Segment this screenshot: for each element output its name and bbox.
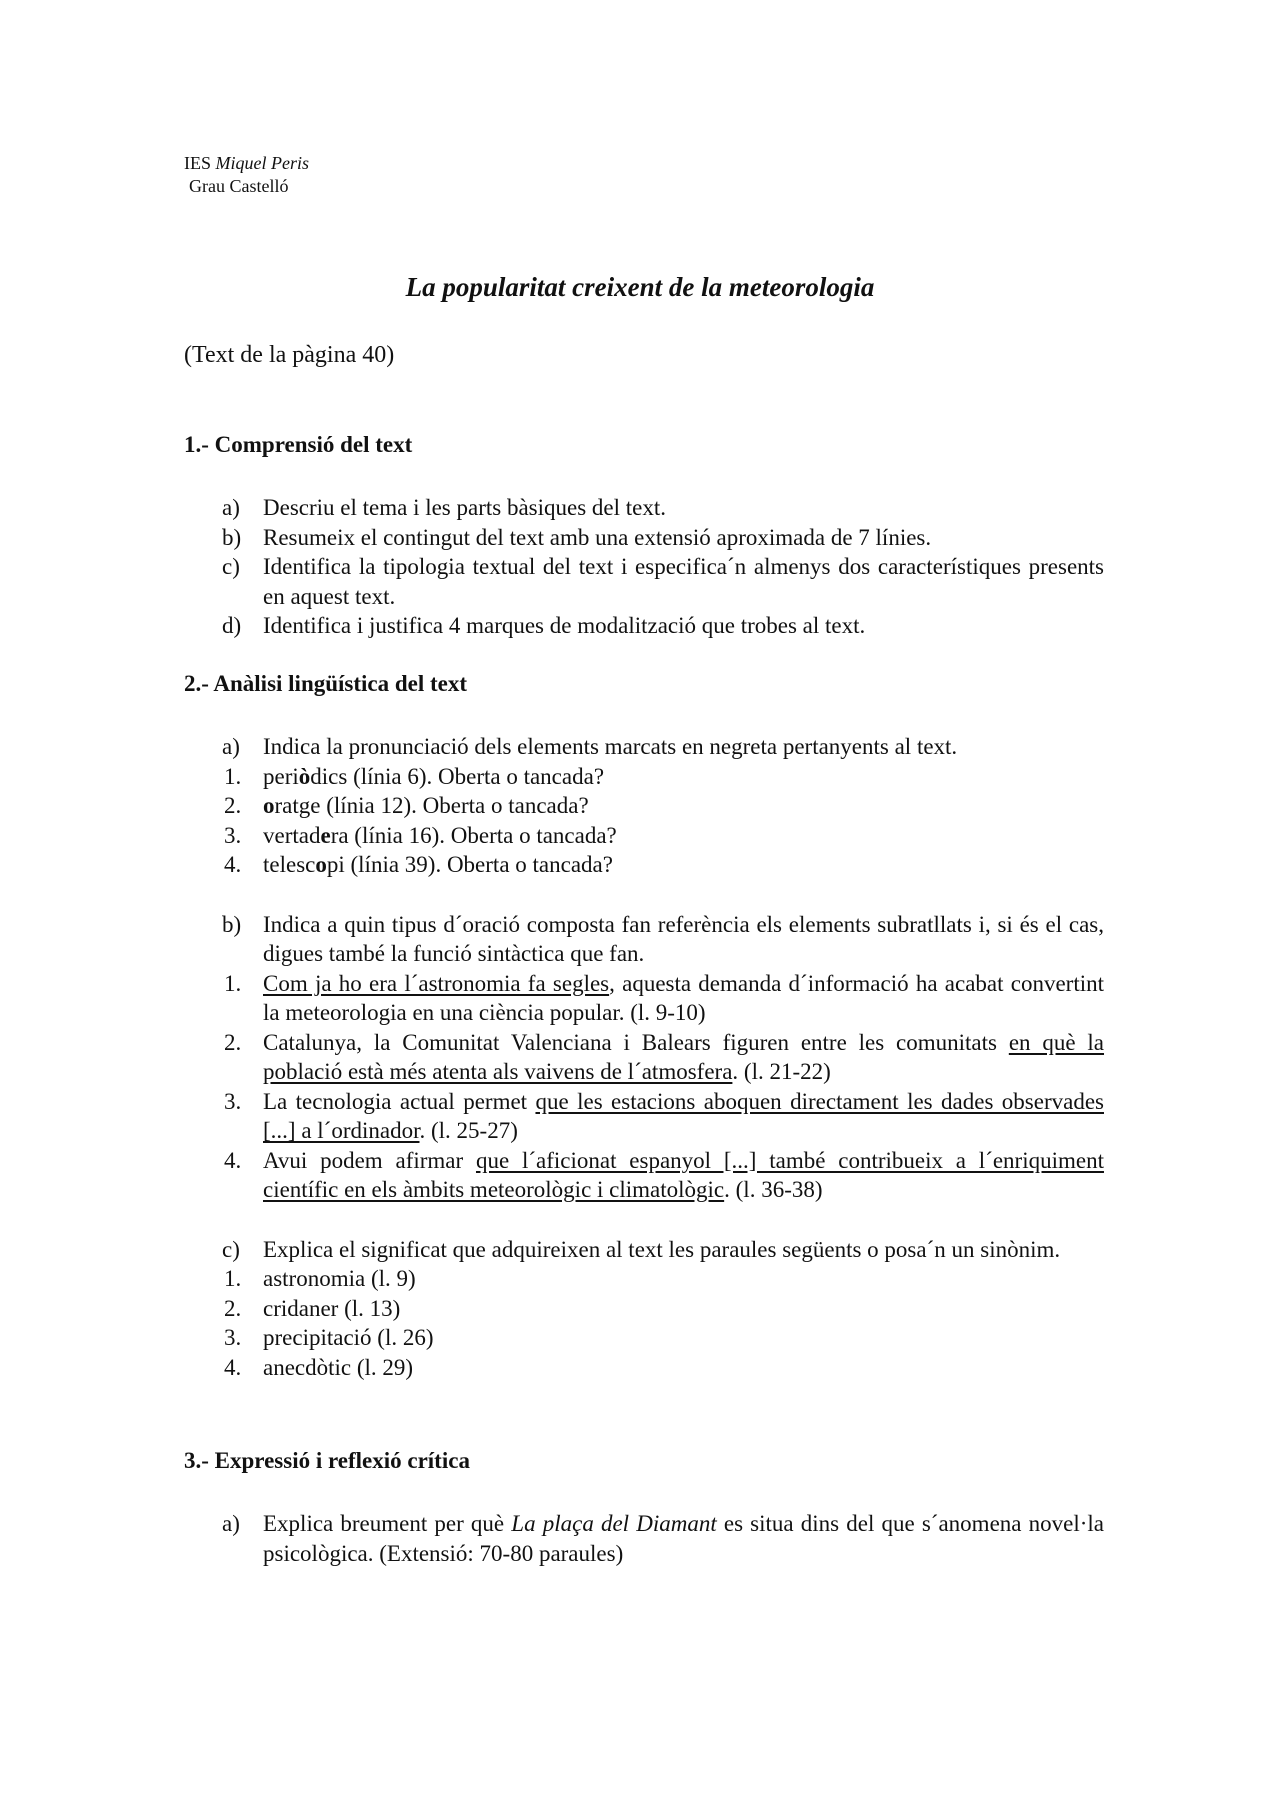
item-text: Resumeix el contingut del text amb una extensió aproximada de 7 línies. — [263, 524, 932, 550]
list-item: 1. Com ja ho era l´astronomia fa segles, aquesta demanda d´informació ha acabat convertint la meteorologia en una ciència popular. (l. 9-10) — [224, 970, 1104, 1025]
list-item — [184, 1294, 1104, 1324]
list-item: 1. periòdics (línia 6). Oberta o tancada? — [184, 762, 1104, 792]
underlined-element: que les estacions aboquen directament les dades observades [...] a l´ordinador — [263, 1088, 1104, 1143]
list-item — [184, 1323, 1104, 1353]
item-text: precipitació (l. 26) — [263, 1325, 434, 1350]
item-marker: 2. — [224, 1295, 242, 1321]
underlined-element: Com ja ho era l´astronomia fa segles — [263, 970, 610, 996]
item-marker: 1. — [224, 1266, 242, 1291]
list-item — [184, 493, 1104, 523]
item-text: Identifica i justifica 4 marques de modalització que trobes al text. — [263, 613, 866, 638]
list-item: 4. telescopi (línia 39). Oberta o tancada? — [184, 850, 1104, 880]
item-marker: c) — [222, 1236, 240, 1262]
document-subtitle: (Text de la pàgina 40) — [184, 342, 395, 368]
bold-vowel: o — [263, 793, 275, 818]
question-a — [184, 732, 1104, 762]
item-marker: 1. — [224, 763, 242, 789]
critical-reflection-list — [184, 1509, 1104, 1568]
item-text: Identifica la tipologia textual del text i especifica´n almenys dos característiques presents en aquest text. — [263, 554, 1104, 609]
item-text: anecdòtic (l. 29) — [263, 1354, 414, 1380]
item-text: astronomia (l. 9) — [263, 1266, 416, 1291]
item-text: cridaner (l. 13) — [263, 1295, 401, 1321]
item-marker: 1. — [224, 970, 242, 996]
list-item: 4. Avui podem afirmar que l´aficionat espanyol [...] també contribueix a l´enriquiment científic en els àmbits meteorològic i climatològic. (l. 36-38) — [224, 1147, 1104, 1202]
list-item — [184, 552, 1104, 611]
list-item: 2. oratge (línia 12). Oberta o tancada? — [184, 791, 1104, 821]
bold-vowel: e — [320, 822, 331, 848]
list-item — [184, 1353, 1104, 1383]
section-heading-linguistic-analysis: 2.- Anàlisi lingüística del text — [184, 671, 468, 696]
school-name-italic: Miquel Peris — [215, 153, 309, 173]
school-header — [184, 152, 309, 198]
linguistic-analysis-list — [184, 732, 1104, 1382]
item-text: Indica a quin tipus d´oració composta fan referència els elements subratllats i, si és el cas, digues també la funció sintàctica que fan. — [263, 911, 1104, 966]
item-text: Indica la pronunciació dels elements marcats en negreta pertanyents al text. — [263, 734, 958, 759]
item-marker: a) — [222, 1511, 240, 1536]
bold-vowel: ò — [298, 763, 311, 789]
spacer — [184, 880, 1104, 910]
list-item: 3. La tecnologia actual permet que les estacions aboquen directament les dades observades [...] a l´ordinador. (l. 25-27) — [224, 1088, 1104, 1143]
book-title: La plaça del Diamant — [511, 1511, 717, 1536]
school-name: IES Miquel Peris — [184, 153, 309, 173]
item-marker: d) — [222, 613, 242, 638]
document-title: La popularitat creixent de la meteorologia — [405, 272, 875, 302]
item-marker: 4. — [224, 852, 242, 877]
item-marker: a) — [222, 734, 240, 759]
list-item — [184, 523, 1104, 553]
comprehension-question-list — [184, 493, 1104, 641]
item-marker: 4. — [224, 1354, 242, 1380]
bold-vowel: o — [315, 852, 327, 877]
section-heading-critical-reflection: 3.- Expressió i reflexió crítica — [184, 1448, 470, 1473]
question-c — [184, 1235, 1104, 1265]
item-marker: a) — [222, 495, 240, 520]
list-item: 3. vertadera (línia 16). Oberta o tancada? — [184, 821, 1104, 851]
underlined-element: que l´aficionat espanyol [...] també contribueix a l´enriquiment científic en els àmbits meteorològic i climatològic — [263, 1147, 1104, 1202]
item-marker: c) — [222, 554, 240, 579]
item-marker: 3. — [224, 1088, 242, 1114]
school-location: Grau Castelló — [189, 176, 289, 196]
question-b — [184, 910, 1104, 969]
spacer — [184, 1205, 1104, 1235]
list-item: 2. Catalunya, la Comunitat Valenciana i Balears figuren entre les comunitats en què la població està més atenta als vaivens de l´atmosfera. (l. 21-22) — [224, 1029, 1105, 1084]
item-marker: 3. — [224, 822, 242, 848]
list-item — [184, 611, 1104, 641]
list-item — [184, 1264, 1104, 1294]
item-marker: 2. — [224, 1029, 242, 1055]
item-marker: 3. — [224, 1325, 242, 1350]
item-text: Descriu el tema i les parts bàsiques del text. — [263, 495, 667, 520]
item-marker: b) — [222, 911, 242, 937]
underlined-element: en què la població està més atenta als vaivens de l´atmosfera — [263, 1029, 1105, 1084]
item-marker: 4. — [224, 1147, 242, 1173]
item-marker: b) — [222, 524, 242, 550]
section-heading-comprehension: 1.- Comprensió del text — [184, 432, 413, 457]
item-text: Explica el significat que adquireixen al text les paraules següents o posa´n un sinònim. — [263, 1236, 1061, 1262]
item-marker: 2. — [224, 793, 242, 818]
list-item: a) Explica breument per què La plaça del Diamant es situa dins del que s´anomena novel·la psicològica. (Extensió: 70-80 paraules) — [222, 1511, 1104, 1566]
